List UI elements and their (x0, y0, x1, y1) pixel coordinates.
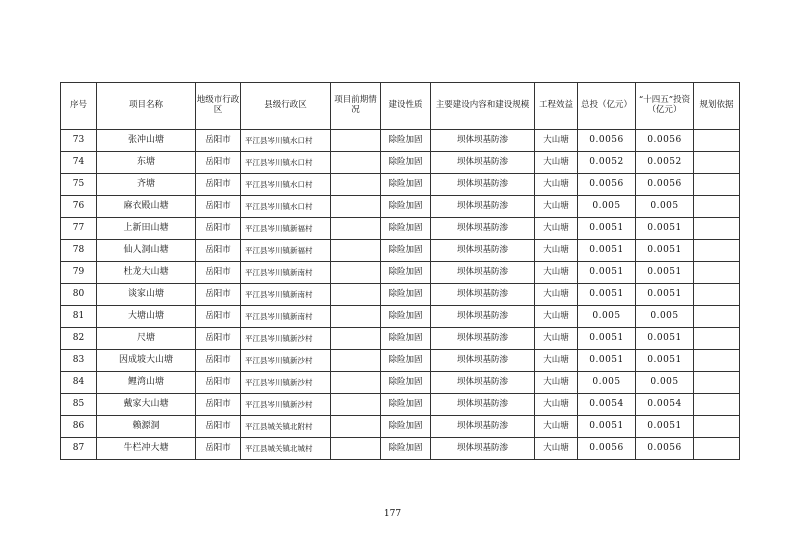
cell-city: 岳阳市 (196, 240, 241, 262)
cell-county: 平江县城关镇北城村 (241, 438, 331, 460)
cell-city: 岳阳市 (196, 328, 241, 350)
cell-project-name: 张冲山塘 (97, 130, 196, 152)
cell-total-investment: 0.005 (578, 196, 636, 218)
cell-county: 平江县岑川镇新沙村 (241, 350, 331, 372)
cell-preparation (331, 416, 381, 438)
cell-benefit: 大山塘 (535, 284, 578, 306)
cell-seq: 80 (61, 284, 97, 306)
cell-city: 岳阳市 (196, 152, 241, 174)
cell-seq: 81 (61, 306, 97, 328)
cell-total-investment: 0.0051 (578, 218, 636, 240)
cell-seq: 79 (61, 262, 97, 284)
cell-city: 岳阳市 (196, 174, 241, 196)
cell-nature: 除险加固 (381, 130, 431, 152)
cell-preparation (331, 284, 381, 306)
cell-benefit: 大山塘 (535, 262, 578, 284)
cell-total-investment: 0.0052 (578, 152, 636, 174)
cell-nature: 除险加固 (381, 152, 431, 174)
cell-basis (694, 196, 740, 218)
cell-nature: 除险加固 (381, 174, 431, 196)
cell-preparation (331, 306, 381, 328)
cell-total-investment: 0.0054 (578, 394, 636, 416)
header-content: 主要建设内容和建设规模 (431, 83, 535, 130)
cell-seq: 84 (61, 372, 97, 394)
table-row (61, 240, 740, 262)
header-nature: 建设性质 (381, 83, 431, 130)
cell-content: 坝体坝基防渗 (431, 416, 535, 438)
cell-preparation (331, 394, 381, 416)
cell-preparation (331, 262, 381, 284)
cell-content: 坝体坝基防渗 (431, 438, 535, 460)
table-row (61, 262, 740, 284)
cell-nature: 除险加固 (381, 394, 431, 416)
cell-plan-investment: 0.0051 (636, 262, 694, 284)
cell-content: 坝体坝基防渗 (431, 174, 535, 196)
cell-content: 坝体坝基防渗 (431, 130, 535, 152)
cell-project-name: 麻衣殿山塘 (97, 196, 196, 218)
cell-project-name: 鲤湾山塘 (97, 372, 196, 394)
cell-basis (694, 306, 740, 328)
cell-preparation (331, 372, 381, 394)
cell-total-investment: 0.0051 (578, 240, 636, 262)
cell-county: 平江县岑川镇水口村 (241, 130, 331, 152)
cell-benefit: 大山塘 (535, 218, 578, 240)
cell-nature: 除险加固 (381, 196, 431, 218)
cell-benefit: 大山塘 (535, 130, 578, 152)
cell-preparation (331, 328, 381, 350)
cell-seq: 78 (61, 240, 97, 262)
cell-seq: 83 (61, 350, 97, 372)
header-plan-investment: “十四五”投资（亿元） (636, 83, 694, 130)
table-row (61, 394, 740, 416)
header-row (61, 83, 740, 130)
cell-county: 平江县岑川镇新沙村 (241, 394, 331, 416)
cell-project-name: 牛栏冲大塘 (97, 438, 196, 460)
cell-total-investment: 0.0051 (578, 350, 636, 372)
cell-plan-investment: 0.0051 (636, 350, 694, 372)
table-row (61, 152, 740, 174)
cell-benefit: 大山塘 (535, 306, 578, 328)
cell-plan-investment: 0.0051 (636, 284, 694, 306)
cell-preparation (331, 438, 381, 460)
cell-plan-investment: 0.0051 (636, 328, 694, 350)
cell-basis (694, 438, 740, 460)
cell-total-investment: 0.0051 (578, 284, 636, 306)
cell-project-name: 谈家山塘 (97, 284, 196, 306)
cell-plan-investment: 0.0051 (636, 416, 694, 438)
cell-city: 岳阳市 (196, 306, 241, 328)
cell-basis (694, 284, 740, 306)
cell-basis (694, 152, 740, 174)
cell-plan-investment: 0.005 (636, 306, 694, 328)
cell-total-investment: 0.0056 (578, 174, 636, 196)
cell-basis (694, 416, 740, 438)
table-row (61, 218, 740, 240)
cell-plan-investment: 0.0056 (636, 174, 694, 196)
table-row (61, 284, 740, 306)
cell-city: 岳阳市 (196, 394, 241, 416)
cell-content: 坝体坝基防渗 (431, 284, 535, 306)
cell-seq: 75 (61, 174, 97, 196)
cell-nature: 除险加固 (381, 218, 431, 240)
table-row (61, 196, 740, 218)
table-row (61, 174, 740, 196)
cell-content: 坝体坝基防渗 (431, 372, 535, 394)
cell-basis (694, 218, 740, 240)
table-row (61, 416, 740, 438)
cell-city: 岳阳市 (196, 416, 241, 438)
cell-county: 平江县岑川镇新南村 (241, 306, 331, 328)
table-row (61, 350, 740, 372)
table-row (61, 372, 740, 394)
cell-total-investment: 0.005 (578, 372, 636, 394)
cell-county: 平江县岑川镇新沙村 (241, 372, 331, 394)
cell-nature: 除险加固 (381, 350, 431, 372)
cell-county: 平江县岑川镇新福村 (241, 218, 331, 240)
cell-nature: 除险加固 (381, 438, 431, 460)
cell-benefit: 大山塘 (535, 328, 578, 350)
header-basis: 规划依据 (694, 83, 740, 130)
cell-project-name: 赖源洞 (97, 416, 196, 438)
cell-benefit: 大山塘 (535, 416, 578, 438)
cell-project-name: 因成坡大山塘 (97, 350, 196, 372)
cell-seq: 76 (61, 196, 97, 218)
cell-nature: 除险加固 (381, 240, 431, 262)
header-preparation: 项目前期情况 (331, 83, 381, 130)
cell-content: 坝体坝基防渗 (431, 350, 535, 372)
cell-preparation (331, 196, 381, 218)
cell-city: 岳阳市 (196, 130, 241, 152)
header-seq: 序号 (61, 83, 97, 130)
cell-basis (694, 130, 740, 152)
cell-county: 平江县城关镇北附村 (241, 416, 331, 438)
cell-nature: 除险加固 (381, 284, 431, 306)
cell-seq: 74 (61, 152, 97, 174)
cell-plan-investment: 0.005 (636, 372, 694, 394)
cell-benefit: 大山塘 (535, 174, 578, 196)
cell-preparation (331, 152, 381, 174)
cell-plan-investment: 0.0051 (636, 218, 694, 240)
cell-city: 岳阳市 (196, 196, 241, 218)
cell-project-name: 齐塘 (97, 174, 196, 196)
cell-county: 平江县岑川镇新福村 (241, 240, 331, 262)
project-table (60, 82, 740, 460)
cell-project-name: 戴家大山塘 (97, 394, 196, 416)
cell-total-investment: 0.0051 (578, 416, 636, 438)
cell-city: 岳阳市 (196, 218, 241, 240)
table-body (61, 130, 740, 460)
cell-content: 坝体坝基防渗 (431, 196, 535, 218)
cell-preparation (331, 350, 381, 372)
page-number: 177 (383, 509, 402, 519)
cell-benefit: 大山塘 (535, 438, 578, 460)
cell-city: 岳阳市 (196, 372, 241, 394)
cell-total-investment: 0.0056 (578, 130, 636, 152)
cell-total-investment: 0.0056 (578, 438, 636, 460)
cell-project-name: 杜龙大山塘 (97, 262, 196, 284)
cell-county: 平江县岑川镇新沙村 (241, 328, 331, 350)
cell-city: 岳阳市 (196, 262, 241, 284)
cell-plan-investment: 0.0051 (636, 240, 694, 262)
cell-content: 坝体坝基防渗 (431, 394, 535, 416)
cell-total-investment: 0.005 (578, 306, 636, 328)
cell-basis (694, 174, 740, 196)
header-city: 地级市行政区 (196, 83, 241, 130)
cell-project-name: 仙人洞山塘 (97, 240, 196, 262)
cell-preparation (331, 240, 381, 262)
cell-benefit: 大山塘 (535, 240, 578, 262)
cell-nature: 除险加固 (381, 416, 431, 438)
cell-nature: 除险加固 (381, 372, 431, 394)
cell-plan-investment: 0.0052 (636, 152, 694, 174)
table-row (61, 130, 740, 152)
cell-benefit: 大山塘 (535, 152, 578, 174)
cell-county: 平江县岑川镇水口村 (241, 152, 331, 174)
cell-basis (694, 262, 740, 284)
cell-basis (694, 372, 740, 394)
cell-content: 坝体坝基防渗 (431, 262, 535, 284)
cell-project-name: 上新田山塘 (97, 218, 196, 240)
cell-plan-investment: 0.0054 (636, 394, 694, 416)
cell-plan-investment: 0.0056 (636, 438, 694, 460)
cell-project-name: 尺塘 (97, 328, 196, 350)
cell-seq: 86 (61, 416, 97, 438)
table-row (61, 306, 740, 328)
cell-city: 岳阳市 (196, 350, 241, 372)
header-total-investment: 总投（亿元） (578, 83, 636, 130)
table-row (61, 438, 740, 460)
cell-county: 平江县岑川镇新南村 (241, 262, 331, 284)
cell-project-name: 大塘山塘 (97, 306, 196, 328)
header-project-name: 项目名称 (97, 83, 196, 130)
cell-nature: 除险加固 (381, 328, 431, 350)
cell-seq: 77 (61, 218, 97, 240)
cell-plan-investment: 0.0056 (636, 130, 694, 152)
header-benefit: 工程效益 (535, 83, 578, 130)
cell-preparation (331, 130, 381, 152)
cell-benefit: 大山塘 (535, 372, 578, 394)
cell-seq: 85 (61, 394, 97, 416)
cell-content: 坝体坝基防渗 (431, 152, 535, 174)
cell-plan-investment: 0.005 (636, 196, 694, 218)
cell-basis (694, 328, 740, 350)
cell-seq: 82 (61, 328, 97, 350)
cell-city: 岳阳市 (196, 438, 241, 460)
cell-county: 平江县岑川镇水口村 (241, 174, 331, 196)
cell-content: 坝体坝基防渗 (431, 328, 535, 350)
header-county: 县级行政区 (241, 83, 331, 130)
cell-basis (694, 394, 740, 416)
cell-total-investment: 0.0051 (578, 328, 636, 350)
cell-county: 平江县岑川镇新南村 (241, 284, 331, 306)
cell-benefit: 大山塘 (535, 394, 578, 416)
cell-total-investment: 0.0051 (578, 262, 636, 284)
cell-basis (694, 240, 740, 262)
cell-seq: 73 (61, 130, 97, 152)
cell-preparation (331, 218, 381, 240)
cell-seq: 87 (61, 438, 97, 460)
cell-benefit: 大山塘 (535, 196, 578, 218)
cell-city: 岳阳市 (196, 284, 241, 306)
cell-content: 坝体坝基防渗 (431, 306, 535, 328)
cell-nature: 除险加固 (381, 262, 431, 284)
table-row (61, 328, 740, 350)
cell-project-name: 东塘 (97, 152, 196, 174)
cell-content: 坝体坝基防渗 (431, 218, 535, 240)
cell-nature: 除险加固 (381, 306, 431, 328)
cell-content: 坝体坝基防渗 (431, 240, 535, 262)
cell-preparation (331, 174, 381, 196)
cell-basis (694, 350, 740, 372)
cell-county: 平江县岑川镇水口村 (241, 196, 331, 218)
cell-benefit: 大山塘 (535, 350, 578, 372)
